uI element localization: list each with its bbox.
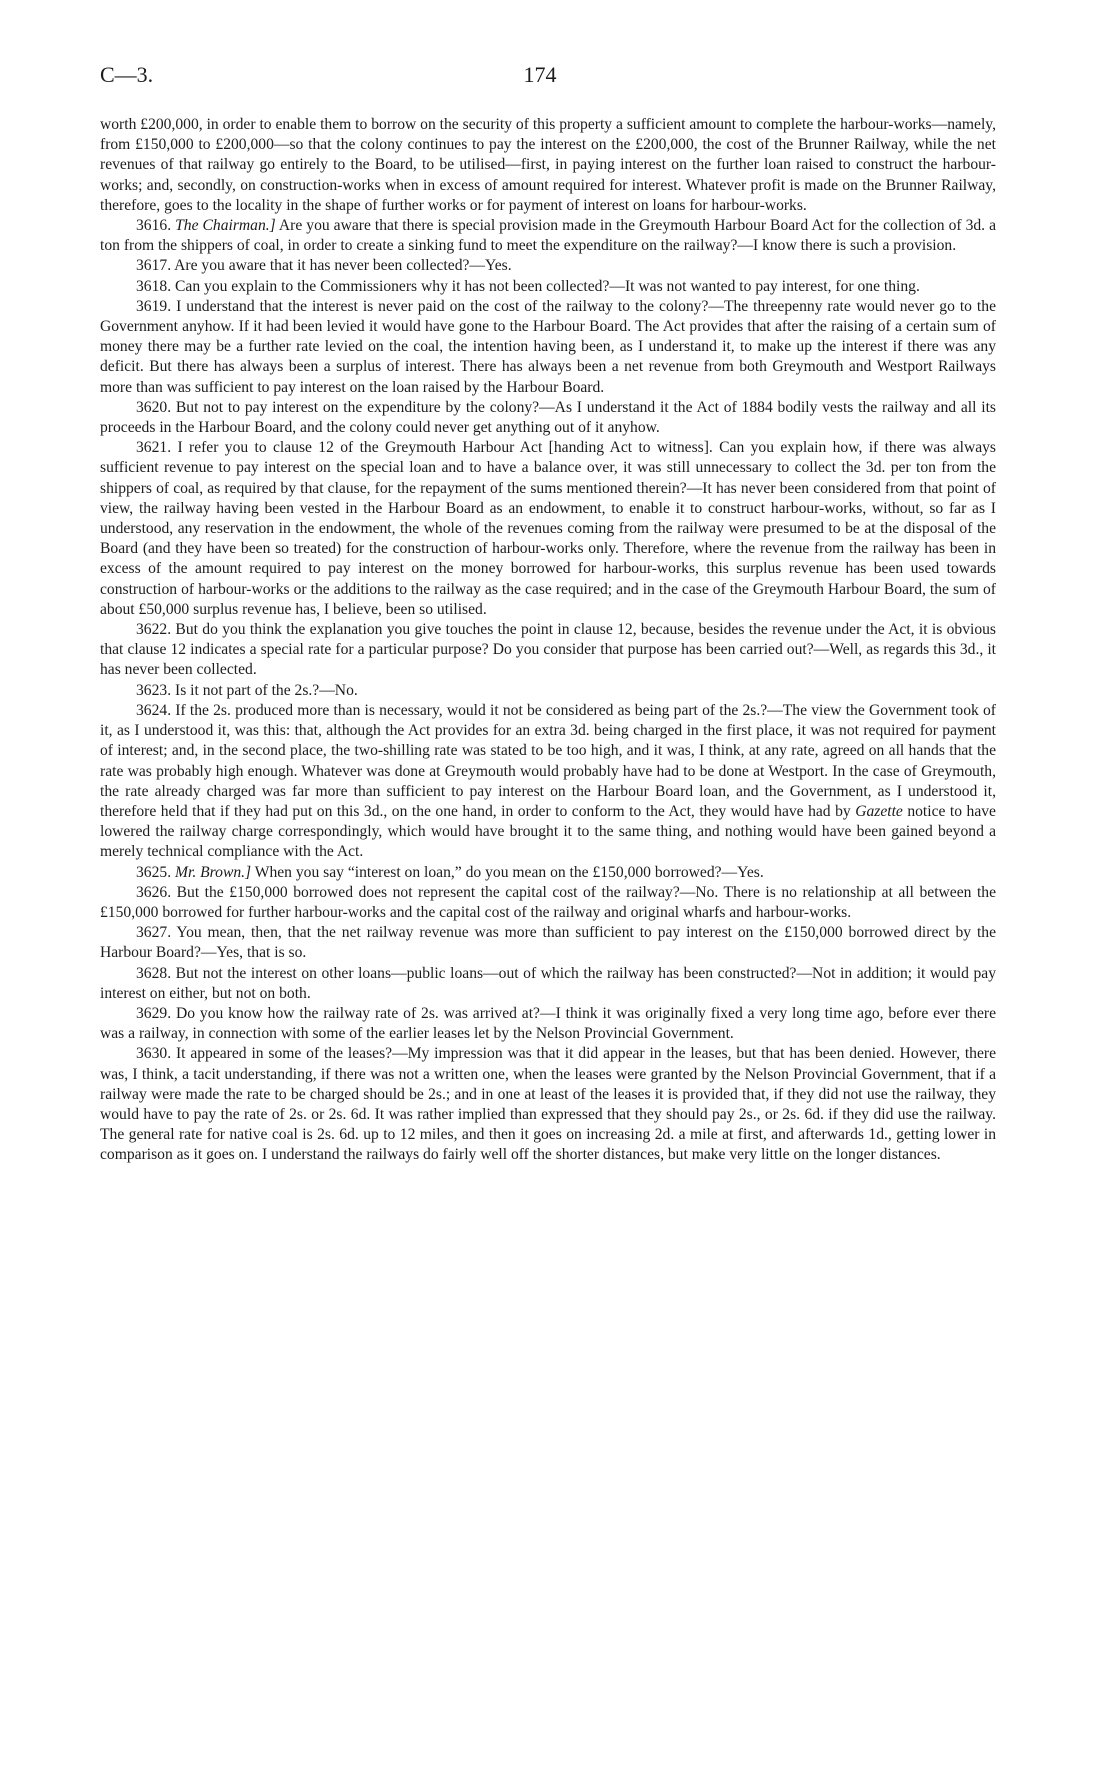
question-number: 3617. (136, 257, 172, 275)
question-3627 (100, 923, 996, 963)
question-3625 (100, 863, 996, 883)
question-text: Do you know how the railway rate of 2s. was arrived at?—I think it was originally fixed a very long time ago, before ever there was a railway, in connection with some of the earlier leases let by the Nelson Provincial Government. (100, 1004, 996, 1043)
question-3621 (100, 438, 996, 620)
paragraph-text: worth £200,000, in order to enable them to borrow on the security of this property a sufficient amount to complete the harbour-works—namely, from £150,000 to £200,000—so that the colony continues to pay the interest on the £200,000, the cost of the Brunner Railway, while the net revenues of that railway go entirely to the Board, to be utilised—first, in paying interest on the further loan raised to construct the harbour-works; and, secondly, on construction-works when in excess of amount required for interest. Whatever profit is made on the Brunner Railway, therefore, goes to the locality in the shape of further works or for payment of interest on loans for harbour-works. (100, 116, 996, 214)
question-3626 (100, 883, 996, 923)
question-3616 (100, 216, 996, 256)
question-text: Can you explain to the Commissioners why it has not been collected?—It was not wanted to pay interest, for one thing. (175, 277, 920, 295)
speaker-label: The Chairman.] (175, 217, 276, 235)
question-3624 (100, 701, 996, 863)
question-number: 3630. (136, 1045, 172, 1063)
question-text: It appeared in some of the leases?—My impression was that it did appear in the leases, but that has been denied. However, there was, I think, a tacit understanding, if there was not a written one, when the leases were granted by the Nelson Provincial Government, that if a railway were made the rate to be charged should be 2s.; and in one at least of the leases it is provided that, if they did not use the railway, they would have to pay the rate of 2s. or 2s. 6d. It was rather implied than expressed that they should pay 2s., or 2s. 6d. if they did use the railway. The general rate for native coal is 2s. 6d. up to 12 miles, and then it goes on increasing 2d. a mile at first, and afterwards 1d., getting lower in comparison as it goes on. I understand the railways do fairly well off the shorter distances, but make very little on the longer distances. (100, 1045, 996, 1164)
question-text: You mean, then, that the net railway revenue was more than sufficient to pay interest on the £150,000 borrowed direct by the Harbour Board?—Yes, that is so. (100, 924, 996, 962)
italic-term: Gazette (855, 802, 903, 820)
question-3622 (100, 620, 996, 681)
question-number: 3629. (136, 1004, 172, 1022)
question-text: Are you aware that there is special provision made in the Greymouth Harbour Board Act for the collection of 3d. a ton from the shippers of coal, in order to create a sinking fund to meet the expenditure on the railway?—I know there is such a provision. (100, 217, 996, 255)
question-text: When you say “interest on loan,” do you mean on the £150,000 borrowed?—Yes. (254, 863, 764, 881)
question-3628 (100, 964, 996, 1004)
question-number: 3616. (136, 217, 172, 235)
question-3618 (100, 277, 996, 297)
question-number: 3618. (136, 277, 172, 295)
question-text: But the £150,000 borrowed does not represent the capital cost of the railway?—No. There is no relationship at all between the £150,000 borrowed for further harbour-works and the capital cost of the railway and original wharfs and harbour-works. (100, 883, 997, 921)
question-3630 (100, 1044, 996, 1165)
question-number: 3625. (136, 863, 172, 881)
question-text: I understand that the interest is never paid on the cost of the railway to the colony?—The threepenny rate would never go to the Government anyhow. If it had been levied it would have gone to the Harbour Board. The Act provides that after the raising of a certain sum of money there may be a further rate levied on the coal, the intention having been, as I understand it, to make up the interest if there was any deficit. But there has always been a surplus of interest. There has always been a net revenue from both Greymouth and Westport Railways more than was sufficient to pay interest on the loan raised by the Harbour Board. (100, 297, 996, 396)
question-number: 3628. (136, 964, 172, 982)
question-text: Are you aware that it has never been collected?—Yes. (174, 257, 512, 275)
question-text-continued: notice to have lowered the railway charge correspondingly, which would have brought it to the same thing, and nothing would have been gained beyond a merely technical compliance with the Act. (100, 802, 996, 861)
question-number: 3627. (136, 924, 172, 942)
question-number: 3620. (136, 398, 172, 416)
question-3617 (100, 256, 996, 276)
page-header (100, 62, 980, 92)
question-number: 3622. (136, 621, 172, 639)
question-text: But do you think the explanation you give touches the point in clause 12, because, besides the revenue under the Act, it is obvious that clause 12 indicates a special rate for a particular purpose? Do you consider that purpose has been carried out?—Well, as regards this 3d., it has never been collected. (100, 621, 996, 679)
question-number: 3626. (136, 883, 172, 901)
question-3629 (100, 1004, 996, 1044)
question-text: I refer you to clause 12 of the Greymouth Harbour Act [handing Act to witness]. Can you explain how, if there was always sufficient revenue to pay interest on the special loan and to have a balance over, it was still unnecessary to collect the 3d. per ton from the shippers of coal, as required by that clause, for the repayment of the sums mentioned therein?—It has never been considered from that point of view, the railway having been vested in the Harbour Board as an endowment, to enable it to construct harbour-works, without, so far as I understood, any reservation in the endowment, the whole of the revenues coming from the railway were presumed to be at the disposal of the Board (and they have been so treated) for the construction of harbour-works only. Therefore, where the revenue from the railway has been in excess of the amount required to pay interest on the money borrowed for harbour-works, this surplus revenue has been used towards construction of harbour-works or the additions to the railway as the case required; and in the case of the Greymouth Harbour Board, the sum of about £50,000 surplus revenue has, I believe, been so utilised. (100, 439, 996, 618)
question-number: 3619. (136, 297, 172, 315)
question-text: If the 2s. produced more than is necessary, would it not be considered as being part of the 2s.?—The view the Government took of it, as I understood it, was this: that, although the Act provides for an extra 3d. being charged in the first place, it was not required for payment of interest; and, in the second place, the two-shilling rate was stated to be too high, and it was, I think, at any rate, agreed on all hands that the rate was probably high enough. Whatever was done at Greymouth would probably have had to be done at Westport. In the case of Greymouth, the rate already charged was far more than sufficient to pay interest on the Harbour Board loan, and the Government, as I understood it, therefore held that if they had put on this 3d., on the one hand, in order to conform to the Act, they would have had by (100, 701, 997, 820)
document-reference: C—3. (100, 62, 154, 87)
question-3620 (100, 398, 996, 438)
page-body (100, 115, 996, 1166)
speaker-label: Mr. Brown.] (175, 863, 252, 881)
question-text: Is it not part of the 2s.?—No. (175, 681, 358, 699)
question-text: But not the interest on other loans—public loans—out of which the railway has been constructed?—Not in addition; it would pay interest on either, but not on both. (100, 964, 996, 1002)
question-number: 3621. (136, 439, 172, 457)
question-text: But not to pay interest on the expenditure by the colony?—As I understand it the Act of 1884 bodily vests the railway and all its proceeds in the Harbour Board, and the colony could never get anything out of it anyhow. (100, 398, 996, 437)
question-3623 (100, 681, 996, 701)
question-3619 (100, 297, 996, 398)
question-number: 3624. (136, 701, 172, 719)
paragraph-continuation (100, 115, 996, 216)
question-number: 3623. (136, 681, 172, 699)
page-number: 174 (523, 62, 557, 87)
